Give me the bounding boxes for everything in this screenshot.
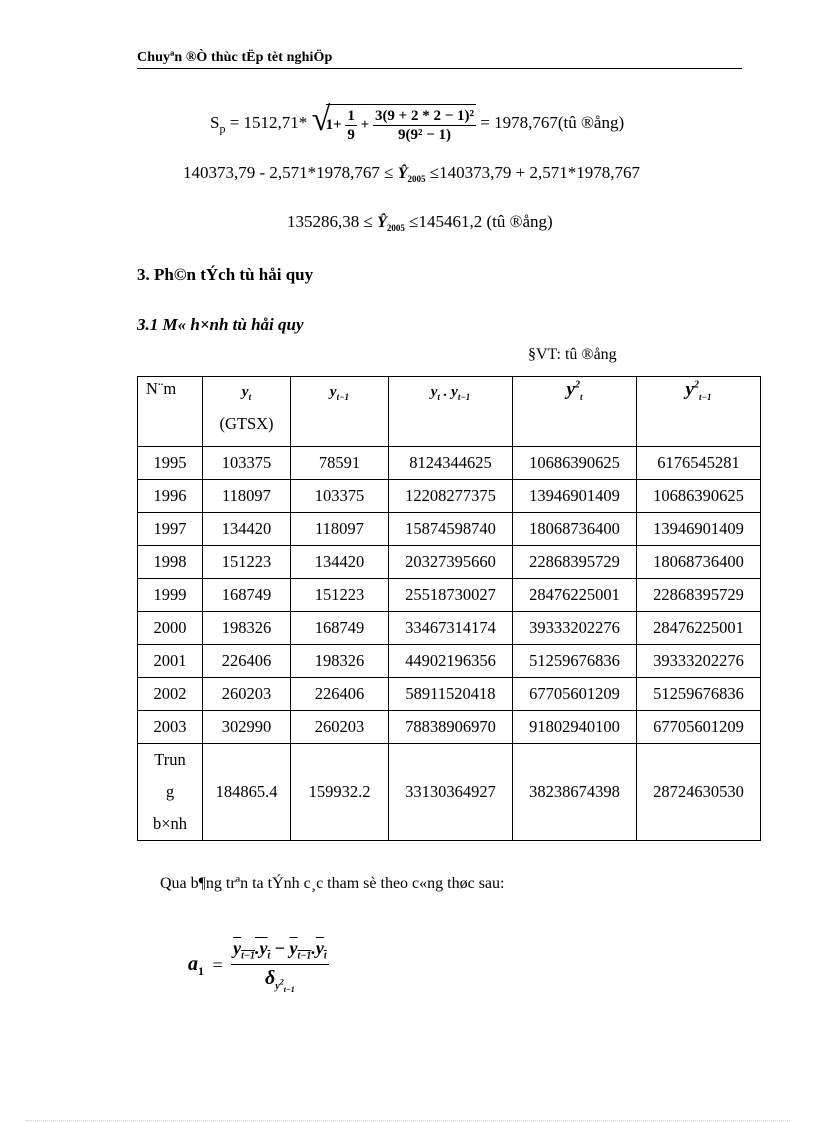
table-row: [138, 546, 761, 579]
interval-line-2: $135286,38 \le Ŷ_{2005} \le 145461,2$ (tû ®ång): [287, 212, 553, 234]
cell-year: 2002: [138, 678, 203, 711]
avg-product: 33130364927: [389, 744, 513, 841]
cell-product: 12208277375: [389, 480, 513, 513]
interval-line-1: $140373,79 - 2,571*1978,767 \le Ŷ_{2005} \le 140373,79 + 2,571*1978,767$: [183, 163, 640, 185]
cell-yt-squared: 28476225001: [513, 579, 637, 612]
table-row: [138, 711, 761, 744]
avg-yt: 184865.4: [203, 744, 291, 841]
header-year: N¨m: [138, 377, 203, 447]
cell-yt-1: 118097: [291, 513, 389, 546]
header-yt-1: $y_{t-1}$: [291, 377, 389, 447]
avg-yt-squared: 38238674398: [513, 744, 637, 841]
table-row: [138, 513, 761, 546]
table-header-row: [138, 377, 761, 447]
cell-yt-1: 103375: [291, 480, 389, 513]
cell-yt-squared: 10686390625: [513, 447, 637, 480]
cell-yt-1-squared: 67705601209: [637, 711, 761, 744]
page-header: Chuyªn ®Ò thùc tËp tèt nghiÖp: [137, 50, 333, 65]
a1-denominator: $\delta_{y^2_{t-1}}$: [265, 966, 295, 994]
cell-yt: 134420: [203, 513, 291, 546]
cell-yt-1-squared: 22868395729: [637, 579, 761, 612]
cell-yt: 198326: [203, 612, 291, 645]
cell-yt: 151223: [203, 546, 291, 579]
table-row-average: [138, 744, 761, 841]
header-yt-squared: $y^2_t$: [513, 377, 637, 447]
cell-yt: 118097: [203, 480, 291, 513]
cell-yt: 168749: [203, 579, 291, 612]
section-3-title: 3. Ph©n tÝch tù håi quy: [137, 265, 314, 284]
radical-sign-icon: √: [311, 101, 331, 138]
cell-yt: 302990: [203, 711, 291, 744]
a1-symbol: $a_1$: [188, 952, 204, 978]
table-row: [138, 579, 761, 612]
table-row: [138, 645, 761, 678]
fraction-1-over-9: $\frac{1}{9}$: [347, 108, 355, 143]
cell-yt-1: 78591: [291, 447, 389, 480]
header-yt-note: (GTSX): [219, 414, 274, 433]
sp-symbol: $S_p$: [210, 112, 226, 136]
cell-yt-squared: 13946901409: [513, 480, 637, 513]
cell-yt-squared: 39333202276: [513, 612, 637, 645]
page-bottom-divider: [26, 1120, 790, 1121]
cell-year: 1997: [138, 513, 203, 546]
cell-year: 2003: [138, 711, 203, 744]
cell-yt-1: 260203: [291, 711, 389, 744]
cell-product: 78838906970: [389, 711, 513, 744]
table-row: [138, 480, 761, 513]
cell-product: 33467314174: [389, 612, 513, 645]
a1-numerator: $y_{t-1}.y_t - y_{t-1}.y_t$: [231, 938, 329, 965]
header-yt-1-squared: $y^2_{t-1}$: [637, 377, 761, 447]
cell-yt-1-squared: 28476225001: [637, 612, 761, 645]
cell-product: 15874598740: [389, 513, 513, 546]
cell-year: 2000: [138, 612, 203, 645]
cell-year: 1996: [138, 480, 203, 513]
formula-a1: $a_1$ = $\frac{y_{t-1}.y_t - y_{t-1}.y_t}{\delta_{y^2_{t-1}}}$: [188, 938, 327, 994]
autoregression-table: [137, 376, 761, 841]
cell-yt-1: 151223: [291, 579, 389, 612]
sp-result: = 1978,767(tû ®ång): [480, 112, 625, 132]
yhat-2005: $Ŷ_{2005}$: [397, 165, 426, 185]
cell-yt: 103375: [203, 447, 291, 480]
header-yt: $y_t$ (GTSX): [203, 377, 291, 447]
cell-product: 8124344625: [389, 447, 513, 480]
cell-yt-squared: 91802940100: [513, 711, 637, 744]
cell-yt-1-squared: 10686390625: [637, 480, 761, 513]
paragraph-text: Qua b¶ng trªn ta tÝnh c¸c tham sè theo c«ng thøc sau:: [160, 875, 505, 892]
cell-year: 1995: [138, 447, 203, 480]
section-3-1-title: 3.1 M« h×nh tù håi quy: [137, 315, 304, 334]
cell-product: 58911520418: [389, 678, 513, 711]
table-row: [138, 612, 761, 645]
header-yt-times-yt-1: $y_t$ . $y_{t-1}$: [389, 377, 513, 447]
a1-fraction: [231, 938, 329, 994]
cell-yt-squared: 51259676836: [513, 645, 637, 678]
cell-yt-1-squared: 6176545281: [637, 447, 761, 480]
cell-product: 20327395660: [389, 546, 513, 579]
header-divider: [137, 68, 742, 69]
cell-yt-squared: 67705601209: [513, 678, 637, 711]
cell-yt: 226406: [203, 645, 291, 678]
cell-yt-1: 198326: [291, 645, 389, 678]
cell-yt-squared: 18068736400: [513, 513, 637, 546]
cell-product: 25518730027: [389, 579, 513, 612]
cell-yt-squared: 22868395729: [513, 546, 637, 579]
cell-yt-1-squared: 13946901409: [637, 513, 761, 546]
average-label: Trun g b×nh: [138, 744, 203, 841]
fraction-variance-term: $\frac{\text{3(9 + 2 * 2 − 1)²}}{\text{9(9² − 1)}}$: [374, 108, 475, 143]
sp-coefficient: = 1512,71*: [229, 112, 308, 132]
avg-yt-1-squared: 28724630530: [637, 744, 761, 841]
cell-yt-1-squared: 51259676836: [637, 678, 761, 711]
table-row: [138, 678, 761, 711]
cell-year: 1999: [138, 579, 203, 612]
cell-yt-1-squared: 39333202276: [637, 645, 761, 678]
cell-yt: 260203: [203, 678, 291, 711]
sqrt-body: 1+ $\frac{1}{9}$ + $\frac{\text{3(9 + 2 * 2 − 1)²}}{\text{9(9² − 1)}}$: [326, 104, 476, 144]
cell-year: 1998: [138, 546, 203, 579]
cell-yt-1-squared: 18068736400: [637, 546, 761, 579]
unit-label: §VT: tû ®ång: [528, 346, 617, 363]
cell-yt-1: 226406: [291, 678, 389, 711]
yhat-2005-b: $Ŷ_{2005}$: [377, 214, 405, 234]
cell-product: 44902196356: [389, 645, 513, 678]
sp-formula: [210, 101, 625, 144]
cell-yt-1: 134420: [291, 546, 389, 579]
sp-sqrt: [311, 101, 476, 144]
cell-year: 2001: [138, 645, 203, 678]
avg-yt-1: 159932.2: [291, 744, 389, 841]
cell-yt-1: 168749: [291, 612, 389, 645]
table-row: [138, 447, 761, 480]
